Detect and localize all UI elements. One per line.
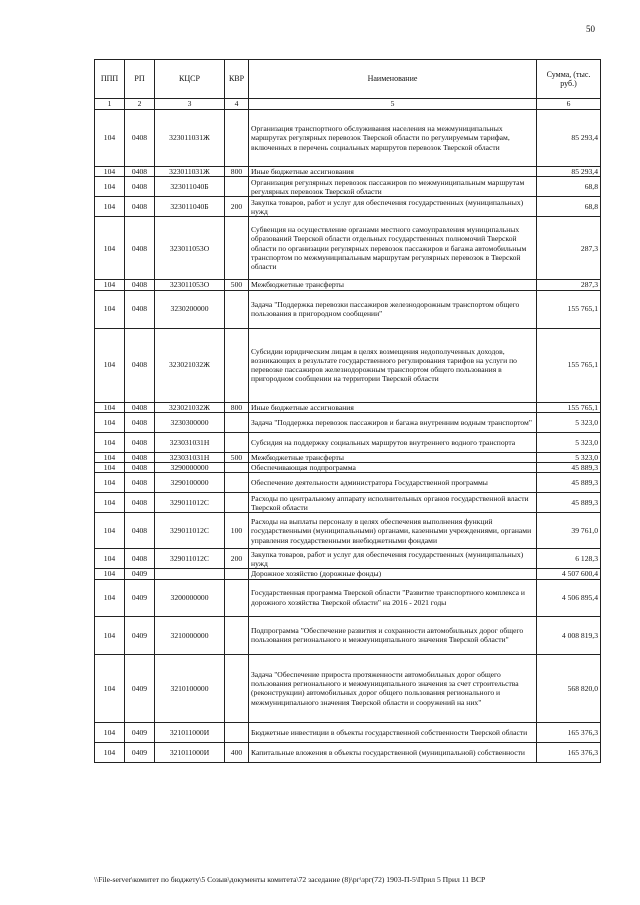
column-number: 4 (225, 99, 249, 110)
cell-rp: 0409 (125, 616, 155, 654)
cell-kcsr: 323011031Ж (155, 167, 225, 177)
cell-sum: 165 376,3 (537, 742, 601, 762)
cell-name: Обеспечение деятельности администратора Государственной программы (249, 473, 537, 493)
cell-rp: 0409 (125, 654, 155, 722)
cell-ppp: 104 (95, 493, 125, 513)
table-row (95, 167, 601, 177)
cell-rp: 0408 (125, 513, 155, 549)
cell-rp: 0408 (125, 452, 155, 462)
column-number: 3 (155, 99, 225, 110)
cell-kcsr: 329011012С (155, 493, 225, 513)
cell-name: Субвенция на осуществление органами местного самоуправления муниципальных образований Тверской области отдельных государственных полномочий Тверской области по организации регулярных перевозок пассажиров и багажа автомобильным транспортом по межмуниципальным маршрутам регулярных перевозок в Тверской области (249, 217, 537, 280)
cell-kvr (225, 290, 249, 328)
cell-kcsr: 323031031Н (155, 452, 225, 462)
column-number: 2 (125, 99, 155, 110)
cell-ppp: 104 (95, 328, 125, 402)
cell-kcsr (155, 569, 225, 579)
cell-sum: 85 293,4 (537, 167, 601, 177)
cell-name: Государственная программа Тверской области "Развитие транспортного комплекса и дорожного хозяйства Тверской области" на 2016 - 2021 годы (249, 579, 537, 616)
table-row (95, 290, 601, 328)
cell-kvr (225, 412, 249, 432)
cell-rp: 0408 (125, 177, 155, 197)
cell-sum: 5 323,0 (537, 412, 601, 432)
cell-ppp: 104 (95, 722, 125, 742)
cell-sum: 165 376,3 (537, 722, 601, 742)
cell-ppp: 104 (95, 654, 125, 722)
table-row (95, 742, 601, 762)
cell-kcsr: 323011040Б (155, 197, 225, 217)
cell-ppp: 104 (95, 402, 125, 412)
column-number-row (95, 99, 601, 110)
cell-rp: 0408 (125, 290, 155, 328)
cell-rp: 0408 (125, 412, 155, 432)
cell-kvr: 100 (225, 513, 249, 549)
cell-kvr (225, 654, 249, 722)
table-row (95, 452, 601, 462)
cell-kvr (225, 722, 249, 742)
cell-ppp: 104 (95, 616, 125, 654)
cell-sum: 4 506 895,4 (537, 579, 601, 616)
cell-kcsr: 3290000000 (155, 463, 225, 473)
cell-kvr (225, 473, 249, 493)
table-row (95, 473, 601, 493)
table-row (95, 328, 601, 402)
cell-kcsr: 323011040Б (155, 177, 225, 197)
cell-name: Капитальные вложения в объекты государственной (муниципальной) собственности (249, 742, 537, 762)
cell-rp: 0408 (125, 197, 155, 217)
cell-name: Организация регулярных перевозок пассажиров по межмуниципальным маршрутам регулярных перевозок Тверской области (249, 177, 537, 197)
table-row (95, 432, 601, 452)
cell-kcsr: 329011012С (155, 513, 225, 549)
cell-sum: 155 765,1 (537, 328, 601, 402)
table-row (95, 412, 601, 432)
cell-rp: 0408 (125, 280, 155, 290)
table-row (95, 616, 601, 654)
cell-kvr (225, 432, 249, 452)
cell-name: Межбюджетные трансферты (249, 280, 537, 290)
cell-rp: 0408 (125, 217, 155, 280)
cell-name: Задача "Поддержка перевозки пассажиров железнодорожным транспортом общего пользования в пригородном сообщении" (249, 290, 537, 328)
cell-sum: 155 765,1 (537, 402, 601, 412)
cell-kvr (225, 569, 249, 579)
header-rp: РП (125, 60, 155, 99)
cell-sum: 5 323,0 (537, 452, 601, 462)
cell-rp: 0409 (125, 579, 155, 616)
cell-kcsr: 3210100000 (155, 654, 225, 722)
cell-kcsr: 323021032Ж (155, 402, 225, 412)
budget-table (94, 59, 601, 763)
cell-ppp: 104 (95, 549, 125, 569)
cell-sum: 4 507 600,4 (537, 569, 601, 579)
cell-ppp: 104 (95, 110, 125, 167)
cell-kvr (225, 177, 249, 197)
header-kcsr: КЦСР (155, 60, 225, 99)
cell-rp: 0409 (125, 742, 155, 762)
cell-kvr: 400 (225, 742, 249, 762)
cell-rp: 0409 (125, 569, 155, 579)
cell-name: Обеспечивающая подпрограмма (249, 463, 537, 473)
cell-kcsr: 323021032Ж (155, 328, 225, 402)
cell-rp: 0408 (125, 432, 155, 452)
cell-ppp: 104 (95, 412, 125, 432)
page-number: 50 (586, 24, 595, 34)
cell-kcsr: 3230200000 (155, 290, 225, 328)
table-row (95, 549, 601, 569)
cell-ppp: 104 (95, 452, 125, 462)
cell-kcsr: 323011053О (155, 217, 225, 280)
cell-name: Иные бюджетные ассигнования (249, 167, 537, 177)
header-ppp: ППП (95, 60, 125, 99)
cell-kcsr: 323031031Н (155, 432, 225, 452)
cell-sum: 568 820,0 (537, 654, 601, 722)
cell-rp: 0408 (125, 493, 155, 513)
cell-kvr: 800 (225, 402, 249, 412)
cell-ppp: 104 (95, 280, 125, 290)
cell-kcsr: 3290100000 (155, 473, 225, 493)
cell-ppp: 104 (95, 197, 125, 217)
table-row (95, 722, 601, 742)
cell-kvr (225, 110, 249, 167)
cell-kcsr: 3230300000 (155, 412, 225, 432)
cell-kvr: 500 (225, 452, 249, 462)
cell-ppp: 104 (95, 217, 125, 280)
table-header-row (95, 60, 601, 99)
cell-ppp: 104 (95, 569, 125, 579)
cell-ppp: 104 (95, 463, 125, 473)
header-name: Наименование (249, 60, 537, 99)
cell-rp: 0408 (125, 549, 155, 569)
cell-ppp: 104 (95, 473, 125, 493)
table-row (95, 402, 601, 412)
cell-rp: 0409 (125, 722, 155, 742)
cell-name: Межбюджетные трансферты (249, 452, 537, 462)
cell-sum: 287,3 (537, 217, 601, 280)
cell-kcsr: 321011000И (155, 742, 225, 762)
cell-sum: 45 889,3 (537, 463, 601, 473)
cell-sum: 85 293,4 (537, 110, 601, 167)
cell-kvr: 200 (225, 549, 249, 569)
table-body (95, 110, 601, 763)
table-row (95, 197, 601, 217)
cell-name: Субсидии юридическим лицам в целях возмещения недополученных доходов, возникающих в результате государственного регулирования тарифов на услуги по перевозке пассажиров железнодорожным транспортом общего пользования в пригородном сообщении на территории Тверской области (249, 328, 537, 402)
cell-ppp: 104 (95, 167, 125, 177)
cell-sum: 287,3 (537, 280, 601, 290)
cell-kvr (225, 493, 249, 513)
cell-kvr (225, 616, 249, 654)
table-row (95, 579, 601, 616)
table-row (95, 463, 601, 473)
cell-kvr (225, 463, 249, 473)
cell-name: Организация транспортного обслуживания населения на межмуниципальных маршрутах регулярных перевозок Тверской области по регулируемым тарифам, включенных в перечень социальных маршрутов перевозок Тверской области (249, 110, 537, 167)
table-row (95, 110, 601, 167)
cell-kvr (225, 328, 249, 402)
cell-ppp: 104 (95, 432, 125, 452)
table-row (95, 569, 601, 579)
cell-kvr: 800 (225, 167, 249, 177)
cell-kcsr: 323011031Ж (155, 110, 225, 167)
cell-rp: 0408 (125, 473, 155, 493)
cell-rp: 0408 (125, 463, 155, 473)
cell-sum: 6 128,3 (537, 549, 601, 569)
header-kvr: КВР (225, 60, 249, 99)
cell-kvr: 500 (225, 280, 249, 290)
cell-kcsr: 329011012С (155, 549, 225, 569)
cell-ppp: 104 (95, 290, 125, 328)
table-row (95, 654, 601, 722)
cell-name: Иные бюджетные ассигнования (249, 402, 537, 412)
cell-name: Расходы на выплаты персоналу в целях обеспечения выполнения функций государственными (муниципальными) органами, казенными учреждениями, органами управления государственными внебюджетными фондами (249, 513, 537, 549)
cell-name: Задача "Обеспечение прироста протяженности автомобильных дорог общего пользования регионального и межмуниципального значения за счет строительства (реконструкции) автомобильных дорог общего пользования регионального и межмуниципального значения Тверской области и сооружений на них" (249, 654, 537, 722)
header-sum: Сумма, (тыс. руб.) (537, 60, 601, 99)
cell-kcsr: 323011053О (155, 280, 225, 290)
cell-sum: 4 008 819,3 (537, 616, 601, 654)
cell-sum: 45 889,3 (537, 493, 601, 513)
table-row (95, 280, 601, 290)
column-number: 6 (537, 99, 601, 110)
cell-rp: 0408 (125, 328, 155, 402)
cell-sum: 155 765,1 (537, 290, 601, 328)
cell-kvr: 200 (225, 197, 249, 217)
cell-name: Субсидия на поддержку социальных маршрутов внутреннего водного транспорта (249, 432, 537, 452)
table-row (95, 513, 601, 549)
cell-rp: 0408 (125, 402, 155, 412)
cell-name: Подпрограмма "Обеспечение развития и сохранности автомобильных дорог общего пользования регионального и межмуниципального значения Тверской области" (249, 616, 537, 654)
cell-sum: 68,8 (537, 177, 601, 197)
cell-ppp: 104 (95, 579, 125, 616)
cell-kvr (225, 579, 249, 616)
file-path-footer: \\File-server\комитет по бюджету\5 Созыв\документы комитета\72 заседание (8)\рг\зрг(72) 1903-П-5\Прил 5 Прил 11 ВСР (94, 875, 486, 884)
cell-sum: 5 323,0 (537, 432, 601, 452)
column-number: 5 (249, 99, 537, 110)
cell-name: Закупка товаров, работ и услуг для обеспечения государственных (муниципальных) нужд (249, 197, 537, 217)
cell-ppp: 104 (95, 513, 125, 549)
cell-sum: 45 889,3 (537, 473, 601, 493)
cell-rp: 0408 (125, 167, 155, 177)
cell-kcsr: 3200000000 (155, 579, 225, 616)
cell-sum: 39 761,0 (537, 513, 601, 549)
cell-ppp: 104 (95, 177, 125, 197)
cell-ppp: 104 (95, 742, 125, 762)
table-row (95, 217, 601, 280)
cell-sum: 68,8 (537, 197, 601, 217)
table-row (95, 177, 601, 197)
cell-kvr (225, 217, 249, 280)
cell-name: Закупка товаров, работ и услуг для обеспечения государственных (муниципальных) нужд (249, 549, 537, 569)
table-row (95, 493, 601, 513)
column-number: 1 (95, 99, 125, 110)
cell-kcsr: 3210000000 (155, 616, 225, 654)
cell-name: Дорожное хозяйство (дорожные фонды) (249, 569, 537, 579)
cell-name: Бюджетные инвестиции в объекты государственной собственности Тверской области (249, 722, 537, 742)
cell-kcsr: 321011000И (155, 722, 225, 742)
cell-name: Задача "Поддержка перевозок пассажиров и багажа внутренним водным транспортом" (249, 412, 537, 432)
cell-rp: 0408 (125, 110, 155, 167)
cell-name: Расходы по центральному аппарату исполнительных органов государственной власти Тверской области (249, 493, 537, 513)
